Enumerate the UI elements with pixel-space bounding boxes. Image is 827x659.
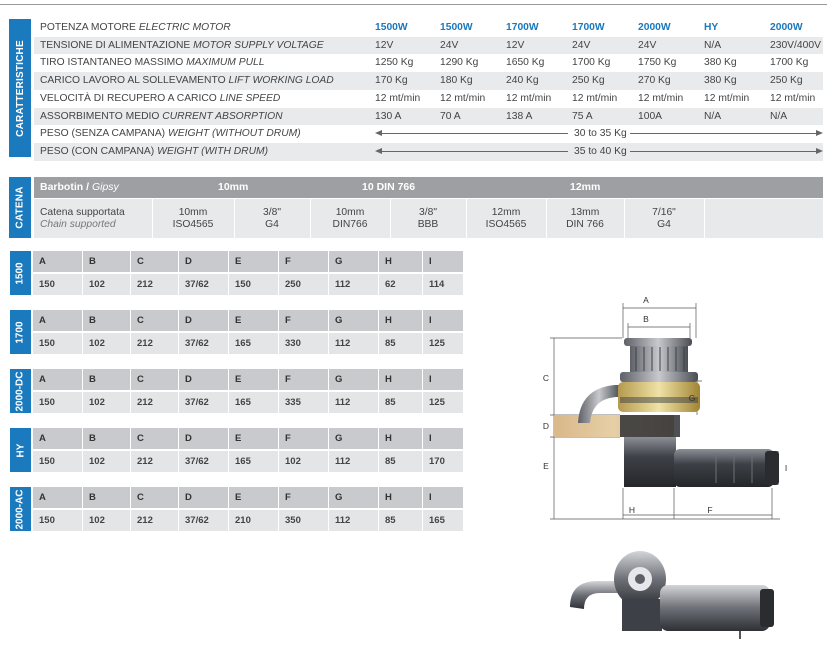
spec-value: 75 A bbox=[572, 110, 593, 122]
catena-side-label: CATENA bbox=[14, 186, 26, 229]
spec-row-label: POTENZA MOTORE ELECTRIC MOTOR bbox=[40, 22, 231, 33]
dimension-value-cell: 125 bbox=[423, 333, 464, 354]
spec-value: 12 mt/min bbox=[770, 92, 816, 104]
range-arrow-left bbox=[380, 151, 568, 152]
spec-value: 12 mt/min bbox=[572, 92, 618, 104]
dimension-header-cell: G bbox=[329, 310, 379, 331]
dimension-header-cell: D bbox=[179, 251, 229, 272]
windlass-photo bbox=[560, 545, 780, 645]
range-arrow-right bbox=[630, 133, 818, 134]
dimension-header-cell: I bbox=[423, 487, 464, 508]
dimension-value-cell: 112 bbox=[329, 333, 379, 354]
dimension-table bbox=[10, 310, 464, 354]
dim-label-c: C bbox=[542, 373, 550, 383]
dimension-header-cell: A bbox=[33, 310, 83, 331]
dimension-value-cell: 250 bbox=[279, 274, 329, 295]
dimension-value-cell: 125 bbox=[423, 392, 464, 413]
spec-value: 2000W bbox=[638, 22, 671, 33]
dimension-header-cell: C bbox=[131, 428, 179, 449]
spec-value: 1750 Kg bbox=[638, 57, 677, 69]
dimension-value-cell: 85 bbox=[379, 451, 423, 472]
dimension-value-cell: 112 bbox=[329, 392, 379, 413]
chain-spec-cell: 10mm ISO4565 bbox=[152, 199, 235, 238]
spec-value: 380 Kg bbox=[704, 75, 737, 87]
spec-value: N/A bbox=[770, 110, 788, 122]
spec-value: 180 Kg bbox=[440, 75, 473, 87]
dimension-header-cell: C bbox=[131, 487, 179, 508]
model-label: 2000-AC bbox=[15, 488, 26, 530]
dimension-header-row bbox=[33, 428, 464, 449]
dimension-value-cell: 350 bbox=[279, 510, 329, 531]
dimension-value-cell: 102 bbox=[83, 510, 131, 531]
spec-row-label: ASSORBIMENTO MEDIO CURRENT ABSORPTION bbox=[40, 110, 283, 122]
dimension-value-cell: 112 bbox=[329, 451, 379, 472]
spec-value: 12 mt/min bbox=[375, 92, 421, 104]
spec-value: 270 Kg bbox=[638, 75, 671, 87]
dimension-value-row bbox=[33, 392, 464, 413]
chain-spec-cell: 7/16" G4 bbox=[624, 199, 705, 238]
spec-row bbox=[34, 19, 823, 37]
weight-row bbox=[34, 125, 823, 143]
dimension-value-cell: 62 bbox=[379, 274, 423, 295]
dimension-value-cell: 85 bbox=[379, 333, 423, 354]
dimension-value-cell: 114 bbox=[423, 274, 464, 295]
spec-value: 138 A bbox=[506, 110, 533, 122]
spec-row-label: CARICO LAVORO AL SOLLEVAMENTO LIFT WORKING LOAD bbox=[40, 75, 334, 87]
dimension-header-row bbox=[33, 251, 464, 272]
dimension-value-cell: 37/62 bbox=[179, 333, 229, 354]
dimension-header-cell: F bbox=[279, 487, 329, 508]
arrowhead-left-icon bbox=[375, 148, 382, 154]
range-arrow-left bbox=[380, 133, 568, 134]
spec-value: 12 mt/min bbox=[638, 92, 684, 104]
dimension-value-row bbox=[33, 510, 464, 531]
spec-value: 12V bbox=[506, 39, 525, 51]
dimension-value-cell: 330 bbox=[279, 333, 329, 354]
dimension-value-cell: 102 bbox=[83, 333, 131, 354]
dimension-header-cell: G bbox=[329, 487, 379, 508]
spec-value: 24V bbox=[572, 39, 591, 51]
weight-value: 30 to 35 Kg bbox=[574, 128, 627, 140]
weight-row bbox=[34, 143, 823, 161]
chain-spec-cell: 3/8" BBB bbox=[390, 199, 467, 238]
dimension-value-cell: 112 bbox=[329, 274, 379, 295]
arrowhead-right-icon bbox=[816, 148, 823, 154]
dimension-value-cell: 85 bbox=[379, 392, 423, 413]
dimension-header-cell: E bbox=[229, 310, 279, 331]
spec-value: N/A bbox=[704, 39, 722, 51]
gipsy-size-2: 10 DIN 766 bbox=[362, 181, 416, 193]
model-label: 1700 bbox=[15, 320, 26, 344]
spec-value: 130 A bbox=[375, 110, 402, 122]
dimension-value-cell: 170 bbox=[423, 451, 464, 472]
dimension-header-cell: F bbox=[279, 369, 329, 390]
dimension-header-cell: H bbox=[379, 251, 423, 272]
spec-value: N/A bbox=[704, 110, 722, 122]
windlass-diagram bbox=[520, 293, 820, 523]
spec-value: 250 Kg bbox=[572, 75, 605, 87]
dimension-value-cell: 102 bbox=[83, 451, 131, 472]
dimension-value-cell: 150 bbox=[33, 274, 83, 295]
dimension-value-cell: 150 bbox=[33, 333, 83, 354]
dimension-value-cell: 165 bbox=[229, 333, 279, 354]
spec-row bbox=[34, 54, 823, 72]
dimension-value-cell: 165 bbox=[229, 392, 279, 413]
dim-label-g: G bbox=[688, 393, 696, 403]
chain-spec-cell: 13mm DIN 766 bbox=[546, 199, 625, 238]
spec-value: 1500W bbox=[440, 22, 473, 33]
dimension-value-cell: 150 bbox=[33, 392, 83, 413]
model-side-tab bbox=[10, 251, 31, 295]
dimension-header-cell: E bbox=[229, 369, 279, 390]
dimension-header-cell: E bbox=[229, 428, 279, 449]
dimension-header-cell: B bbox=[83, 310, 131, 331]
arrowhead-left-icon bbox=[375, 130, 382, 136]
spec-value: 12 mt/min bbox=[704, 92, 750, 104]
spec-row-label: TENSIONE DI ALIMENTAZIONE MOTOR SUPPLY VOLTAGE bbox=[40, 39, 324, 51]
chain-spec-cell: 3/8" G4 bbox=[234, 199, 311, 238]
chain-spec-cell bbox=[704, 199, 824, 238]
dimension-value-row bbox=[33, 333, 464, 354]
catena-side-tab bbox=[9, 177, 31, 238]
model-label: 2000-DC bbox=[15, 370, 26, 412]
dimension-header-cell: F bbox=[279, 310, 329, 331]
dimension-value-cell: 335 bbox=[279, 392, 329, 413]
spec-value: 1700W bbox=[506, 22, 539, 33]
model-side-tab bbox=[10, 428, 31, 472]
dimension-value-cell: 210 bbox=[229, 510, 279, 531]
dimension-table bbox=[10, 428, 464, 472]
dimension-value-row bbox=[33, 274, 464, 295]
spec-value: 230V/400V bbox=[770, 39, 821, 51]
dimension-value-cell: 112 bbox=[329, 510, 379, 531]
dimension-table bbox=[10, 487, 464, 531]
weight-row-label: PESO (CON CAMPANA) WEIGHT (WITH DRUM) bbox=[40, 145, 269, 157]
dimension-table bbox=[10, 369, 464, 413]
catena-body bbox=[34, 199, 823, 238]
dimension-value-cell: 212 bbox=[131, 274, 179, 295]
dimension-value-cell: 212 bbox=[131, 510, 179, 531]
dimension-header-cell: H bbox=[379, 487, 423, 508]
dimension-header-cell: B bbox=[83, 428, 131, 449]
dimension-header-cell: I bbox=[423, 369, 464, 390]
spec-value: 250 Kg bbox=[770, 75, 803, 87]
dim-label-d: D bbox=[542, 421, 550, 431]
dimension-header-cell: H bbox=[379, 428, 423, 449]
spec-value: 1700 Kg bbox=[770, 57, 809, 69]
dimension-header-cell: I bbox=[423, 310, 464, 331]
dimension-header-cell: B bbox=[83, 251, 131, 272]
spec-value: 1500W bbox=[375, 22, 408, 33]
dim-label-a: A bbox=[643, 295, 649, 305]
spec-row bbox=[34, 108, 823, 126]
dimension-value-cell: 37/62 bbox=[179, 392, 229, 413]
spec-value: 1250 Kg bbox=[375, 57, 414, 69]
dimension-header-cell: A bbox=[33, 487, 83, 508]
model-label: HY bbox=[15, 443, 26, 457]
dim-label-b: B bbox=[643, 314, 649, 324]
dimension-header-cell: C bbox=[131, 310, 179, 331]
barbotin-label: Barbotin / Gipsy bbox=[40, 181, 119, 193]
dimension-table bbox=[10, 251, 464, 295]
spec-value: 2000W bbox=[770, 22, 803, 33]
range-arrow-right bbox=[630, 151, 818, 152]
dimension-value-cell: 102 bbox=[83, 274, 131, 295]
dimension-value-cell: 150 bbox=[229, 274, 279, 295]
arrowhead-right-icon bbox=[816, 130, 823, 136]
spec-value: 170 Kg bbox=[375, 75, 408, 87]
spec-value: 1290 Kg bbox=[440, 57, 479, 69]
dimension-value-cell: 37/62 bbox=[179, 510, 229, 531]
spec-value: 1650 Kg bbox=[506, 57, 545, 69]
spec-value: 1700 Kg bbox=[572, 57, 611, 69]
spec-value: 240 Kg bbox=[506, 75, 539, 87]
dimension-header-cell: D bbox=[179, 428, 229, 449]
dimension-header-cell: C bbox=[131, 369, 179, 390]
dimension-header-cell: D bbox=[179, 310, 229, 331]
spec-value: 380 Kg bbox=[704, 57, 737, 69]
spec-row bbox=[34, 90, 823, 108]
dim-label-e: E bbox=[543, 461, 549, 471]
top-rule bbox=[0, 4, 827, 5]
dimension-header-cell: H bbox=[379, 369, 423, 390]
spec-row-label: VELOCITÀ DI RECUPERO A CARICO LINE SPEED bbox=[40, 92, 281, 104]
dimension-header-row bbox=[33, 487, 464, 508]
dimension-value-row bbox=[33, 451, 464, 472]
dimension-header-cell: I bbox=[423, 428, 464, 449]
dimension-header-cell: A bbox=[33, 369, 83, 390]
model-side-tab bbox=[10, 369, 31, 413]
dimension-value-cell: 150 bbox=[33, 451, 83, 472]
dimension-value-cell: 165 bbox=[229, 451, 279, 472]
dimension-value-cell: 102 bbox=[279, 451, 329, 472]
dimension-header-cell: G bbox=[329, 369, 379, 390]
dim-label-h: H bbox=[628, 505, 636, 515]
gipsy-size-3: 12mm bbox=[570, 181, 601, 193]
dimension-value-cell: 37/62 bbox=[179, 274, 229, 295]
dimension-header-cell: H bbox=[379, 310, 423, 331]
spec-value: 12 mt/min bbox=[440, 92, 486, 104]
dimension-value-cell: 102 bbox=[83, 392, 131, 413]
dimension-header-cell: A bbox=[33, 251, 83, 272]
dimension-header-cell: D bbox=[179, 369, 229, 390]
weight-row-label: PESO (SENZA CAMPANA) WEIGHT (WITHOUT DRUM) bbox=[40, 128, 301, 140]
dimension-value-cell: 37/62 bbox=[179, 451, 229, 472]
spec-value: 12V bbox=[375, 39, 394, 51]
spec-row bbox=[34, 72, 823, 90]
chain-spec-cell: 12mm ISO4565 bbox=[466, 199, 547, 238]
dimension-value-cell: 212 bbox=[131, 451, 179, 472]
dimension-header-cell: E bbox=[229, 251, 279, 272]
caratteristiche-side-label: CARATTERISTICHE bbox=[14, 39, 26, 137]
spec-value: 70 A bbox=[440, 110, 461, 122]
dimension-value-cell: 85 bbox=[379, 510, 423, 531]
spec-value: HY bbox=[704, 22, 719, 33]
model-label: 1500 bbox=[15, 261, 26, 285]
model-side-tab bbox=[10, 487, 31, 531]
dimension-header-row bbox=[33, 369, 464, 390]
model-side-tab bbox=[10, 310, 31, 354]
dimension-header-row bbox=[33, 310, 464, 331]
spec-value: 1700W bbox=[572, 22, 605, 33]
dimension-header-cell: B bbox=[83, 487, 131, 508]
dimension-header-cell: G bbox=[329, 428, 379, 449]
dimension-value-cell: 212 bbox=[131, 333, 179, 354]
dimension-header-cell: D bbox=[179, 487, 229, 508]
dimension-header-cell: F bbox=[279, 251, 329, 272]
spec-row bbox=[34, 37, 823, 55]
catena-header bbox=[34, 177, 823, 198]
dimension-header-cell: G bbox=[329, 251, 379, 272]
spec-row-label: TIRO ISTANTANEO MASSIMO MAXIMUM PULL bbox=[40, 57, 265, 69]
dimension-value-cell: 150 bbox=[33, 510, 83, 531]
weight-value: 35 to 40 Kg bbox=[574, 145, 627, 157]
spec-value: 24V bbox=[440, 39, 459, 51]
dimension-header-cell: B bbox=[83, 369, 131, 390]
gipsy-size-1: 10mm bbox=[218, 181, 249, 193]
dimension-value-cell: 165 bbox=[423, 510, 464, 531]
spec-value: 24V bbox=[638, 39, 657, 51]
chain-supported-label: Catena supportata Chain supported bbox=[34, 199, 153, 238]
chain-spec-cell: 10mm DIN766 bbox=[310, 199, 391, 238]
dim-label-i: I bbox=[784, 463, 788, 473]
spec-value: 12 mt/min bbox=[506, 92, 552, 104]
dimension-header-cell: E bbox=[229, 487, 279, 508]
caratteristiche-side-tab bbox=[9, 19, 31, 157]
dimension-header-cell: F bbox=[279, 428, 329, 449]
spec-value: 100A bbox=[638, 110, 663, 122]
dimension-header-cell: C bbox=[131, 251, 179, 272]
dimension-header-cell: I bbox=[423, 251, 464, 272]
dim-label-f: F bbox=[707, 505, 713, 515]
dimension-header-cell: A bbox=[33, 428, 83, 449]
dimension-value-cell: 212 bbox=[131, 392, 179, 413]
